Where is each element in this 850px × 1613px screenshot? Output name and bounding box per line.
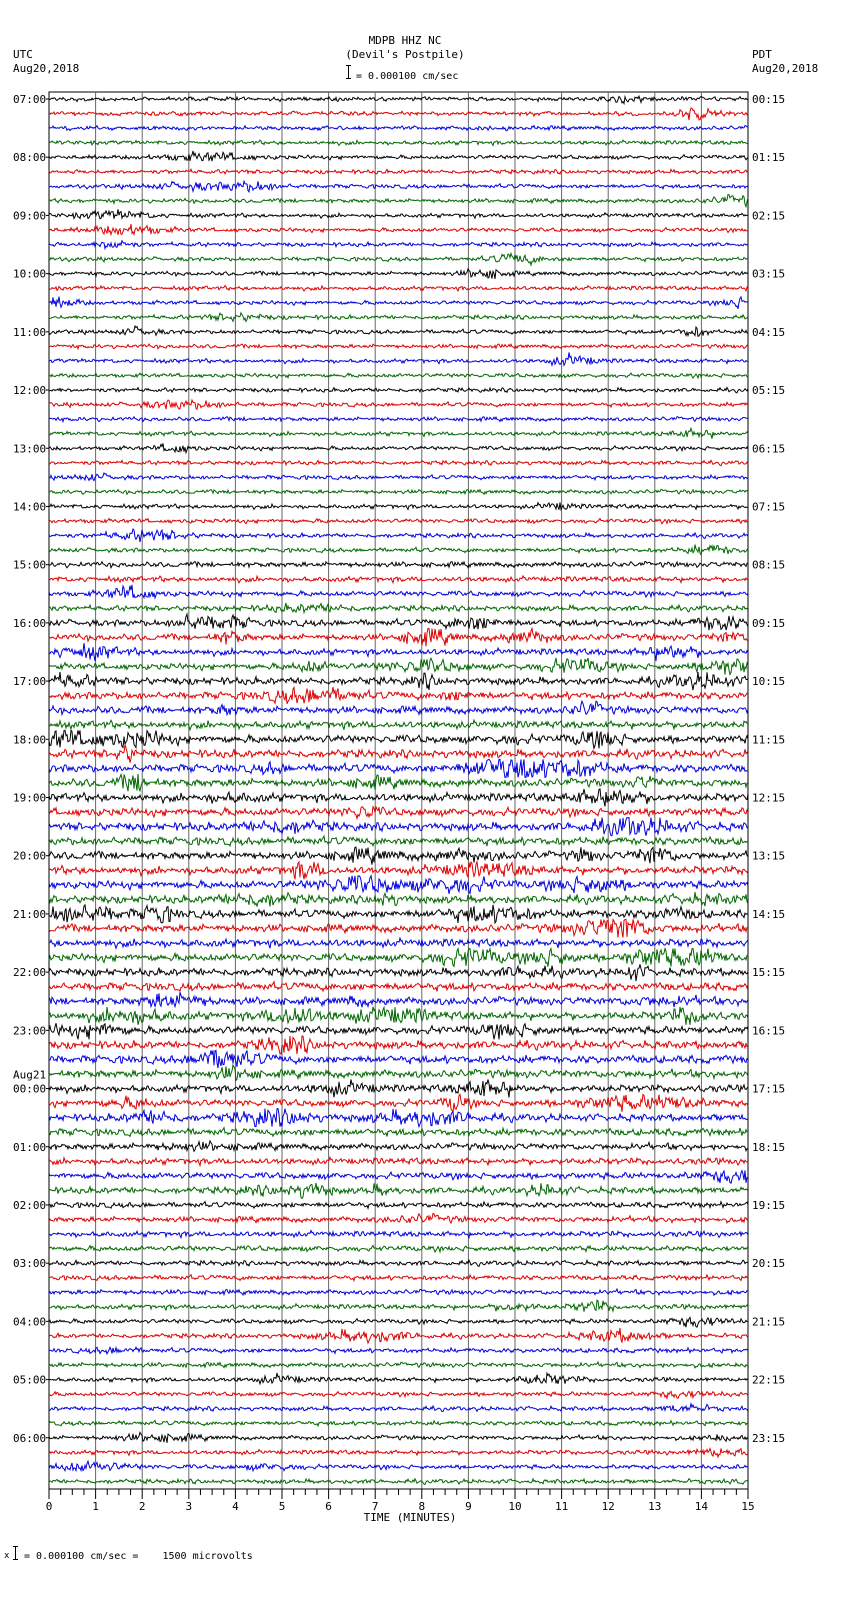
pdt-hour-label: 17:15: [752, 1082, 786, 1096]
seismic-trace: [49, 658, 748, 675]
seismic-trace: [49, 96, 748, 103]
seismic-trace: [49, 169, 748, 174]
seismic-trace: [49, 807, 748, 819]
seismic-trace: [49, 108, 748, 120]
station-title: MDPB HHZ NC: [368, 34, 442, 47]
utc-hour-label: 00:00: [13, 1082, 47, 1096]
seismic-trace: [49, 1183, 748, 1199]
seismic-trace: [49, 460, 748, 465]
seismic-trace: [49, 836, 748, 846]
seismic-trace: [49, 529, 748, 542]
pdt-hour-label: 20:15: [752, 1257, 786, 1271]
seismic-trace: [49, 1479, 748, 1485]
seismic-trace: [49, 1231, 748, 1238]
seismic-trace: [49, 1317, 748, 1327]
pdt-hour-label: 00:15: [752, 93, 786, 106]
pdt-hour-label: 11:15: [752, 733, 786, 747]
pdt-hour-label: 08:15: [752, 558, 786, 572]
pdt-hour-label: 19:15: [752, 1198, 786, 1212]
pdt-hour-label: 06:15: [752, 442, 786, 456]
seismic-trace: [49, 847, 748, 865]
seismic-trace: [49, 489, 748, 494]
pdt-hour-label: 05:15: [752, 384, 786, 398]
scale-label: = 0.000100 cm/sec: [356, 71, 459, 82]
seismic-trace: [49, 920, 748, 938]
seismic-trace: [49, 519, 748, 524]
seismic-trace: [49, 1214, 748, 1224]
seismic-trace: [49, 1289, 748, 1295]
utc-hour-label: 10:00: [13, 267, 47, 281]
seismic-trace: [49, 1065, 748, 1081]
pdt-hour-label: 07:15: [752, 500, 786, 514]
footer-scale-note: = 0.000100 cm/sec = 1500 microvolts: [24, 1551, 253, 1562]
x-tick-label: 4: [232, 1500, 239, 1513]
utc-hour-label: 14:00: [13, 500, 47, 514]
seismic-trace: [49, 745, 748, 763]
utc-hour-label: 09:00: [13, 209, 47, 223]
pdt-hour-label: 12:15: [752, 791, 786, 805]
seismic-trace: [49, 759, 748, 777]
utc-hour-label: 07:00: [13, 93, 47, 106]
x-tick-label: 9: [465, 1500, 472, 1513]
pdt-hour-label: 01:15: [752, 151, 786, 165]
date-change-label: Aug21: [13, 1068, 47, 1082]
utc-hour-label: 21:00: [13, 907, 47, 921]
pdt-hour-label: 15:15: [752, 966, 786, 980]
seismic-trace: [49, 614, 748, 630]
seismic-trace: [49, 730, 748, 748]
utc-hour-label: 12:00: [13, 384, 47, 398]
right-timezone: PDT: [752, 48, 772, 61]
seismic-trace: [49, 428, 748, 438]
seismic-trace: [49, 701, 748, 715]
seismic-trace: [49, 818, 748, 836]
seismic-trace: [49, 1128, 748, 1137]
seismic-trace: [49, 1421, 748, 1426]
seismic-trace: [49, 353, 748, 366]
seismic-trace: [49, 545, 748, 555]
seismic-trace: [49, 789, 748, 807]
x-axis-label: TIME (MINUTES): [363, 1511, 457, 1524]
pdt-hour-label: 10:15: [752, 675, 786, 689]
utc-hour-label: 11:00: [13, 325, 47, 339]
seismic-trace: [49, 1260, 748, 1266]
x-tick-label: 10: [508, 1500, 522, 1513]
plot-frame: [49, 92, 748, 1489]
seismic-trace: [49, 964, 748, 981]
pdt-hour-label: 04:15: [752, 325, 786, 339]
seismic-trace: [49, 603, 748, 613]
seismic-trace: [49, 195, 748, 207]
utc-hour-label: 08:00: [13, 151, 47, 165]
seismic-trace: [49, 1461, 748, 1471]
seismic-trace: [49, 344, 748, 349]
seismic-trace: [49, 473, 748, 481]
seismic-trace: [49, 417, 748, 422]
pdt-hour-label: 13:15: [752, 849, 786, 863]
seismic-trace: [49, 1404, 748, 1412]
seismic-trace: [49, 562, 748, 568]
x-tick-label: 6: [325, 1500, 332, 1513]
seismic-trace: [49, 126, 748, 131]
x-tick-label: 1: [92, 1500, 99, 1513]
pdt-hour-label: 22:15: [752, 1373, 786, 1387]
seismic-trace: [49, 241, 748, 249]
seismic-trace: [49, 1275, 748, 1281]
seismic-trace: [49, 672, 748, 690]
seismic-trace: [49, 585, 748, 598]
seismic-trace: [49, 1141, 748, 1151]
seismic-trace: [49, 209, 748, 218]
seismic-trace: [49, 1157, 748, 1165]
pdt-hour-label: 18:15: [752, 1140, 786, 1154]
seismic-trace: [49, 892, 748, 907]
site-name: (Devil's Postpile): [345, 48, 465, 61]
utc-hour-label: 15:00: [13, 558, 47, 572]
seismic-trace: [49, 1347, 748, 1354]
pdt-hour-label: 16:15: [752, 1024, 786, 1038]
seismic-trace: [49, 1449, 748, 1457]
seismic-trace: [49, 720, 748, 730]
seismic-trace: [49, 1007, 748, 1025]
seismic-trace: [49, 443, 748, 452]
seismic-trace: [49, 224, 748, 235]
utc-hour-label: 13:00: [13, 442, 47, 456]
right-date: Aug20,2018: [752, 62, 819, 75]
utc-hour-label: 20:00: [13, 849, 47, 863]
x-tick-label: 12: [601, 1500, 615, 1513]
seismic-trace: [49, 1109, 748, 1127]
seismic-trace: [49, 876, 748, 894]
seismic-trace: [49, 862, 748, 879]
seismic-trace: [49, 1023, 748, 1039]
seismic-trace: [49, 297, 748, 309]
utc-hour-label: 02:00: [13, 1198, 47, 1212]
utc-hour-label: 04:00: [13, 1315, 47, 1329]
x-tick-label: 11: [554, 1500, 569, 1513]
seismic-trace: [49, 269, 748, 279]
seismic-trace: [49, 992, 748, 1007]
footer-scale-icon: x: [4, 1546, 18, 1562]
seismic-trace: [49, 643, 748, 661]
seismic-trace: [49, 388, 748, 393]
utc-hour-label: 01:00: [13, 1140, 47, 1154]
x-tick-label: 7: [371, 1500, 379, 1513]
seismic-trace: [49, 576, 748, 583]
seismic-trace: [49, 949, 748, 967]
seismic-trace: [49, 1373, 748, 1384]
seismic-trace: [49, 774, 748, 791]
pdt-hour-label: 02:15: [752, 209, 786, 223]
seismic-trace: [49, 982, 748, 992]
utc-hour-label: 23:00: [13, 1024, 47, 1038]
x-tick-label: 8: [418, 1500, 426, 1513]
seismic-trace: [49, 181, 748, 192]
seismic-trace: [49, 1036, 748, 1054]
seismic-trace: [49, 1094, 748, 1112]
seismic-trace: [49, 1391, 748, 1398]
pdt-hour-label: 14:15: [752, 907, 786, 921]
seismic-trace: [49, 400, 748, 409]
x-tick-label: 0: [45, 1500, 53, 1513]
x-tick-label: 15: [741, 1500, 755, 1513]
seismic-trace: [49, 286, 748, 291]
x-tick-label: 13: [648, 1500, 662, 1513]
seismic-trace: [49, 905, 748, 923]
seismic-trace: [49, 628, 748, 646]
utc-hour-label: 19:00: [13, 791, 47, 805]
utc-hour-label: 03:00: [13, 1257, 47, 1271]
pdt-hour-label: 21:15: [752, 1315, 786, 1329]
seismic-trace: [49, 1432, 748, 1442]
pdt-hour-label: 03:15: [752, 267, 786, 281]
utc-hour-label: 05:00: [13, 1373, 47, 1387]
seismic-trace: [49, 1362, 748, 1368]
utc-hour-label: 17:00: [13, 675, 47, 689]
seismic-trace: [49, 687, 748, 704]
left-timezone: UTC: [13, 48, 33, 61]
pdt-hour-label: 23:15: [752, 1431, 786, 1445]
x-tick-label: 3: [185, 1500, 193, 1513]
utc-hour-label: 18:00: [13, 733, 47, 747]
x-tick-label: 5: [278, 1500, 286, 1513]
seismic-trace: [49, 151, 748, 161]
seismic-trace: [49, 1300, 748, 1312]
seismic-trace: [49, 254, 748, 266]
seismic-trace: [49, 1245, 748, 1252]
utc-hour-label: 22:00: [13, 966, 47, 980]
seismic-trace: [49, 313, 748, 322]
utc-hour-label: 16:00: [13, 616, 47, 630]
seismic-trace: [49, 1170, 748, 1183]
seismic-trace: [49, 1202, 748, 1209]
x-tick-label: 14: [694, 1500, 709, 1513]
utc-hour-label: 06:00: [13, 1431, 47, 1445]
left-date: Aug20,2018: [13, 62, 80, 75]
pdt-hour-label: 09:15: [752, 616, 786, 630]
seismic-trace: [49, 326, 748, 336]
seismic-trace: [49, 502, 748, 509]
seismic-trace: [49, 1050, 748, 1068]
x-tick-label: 2: [138, 1500, 146, 1513]
seismic-trace: [49, 373, 748, 378]
seismic-trace: [49, 140, 748, 145]
seismic-trace: [49, 1328, 748, 1343]
seismic-trace: [49, 938, 748, 948]
